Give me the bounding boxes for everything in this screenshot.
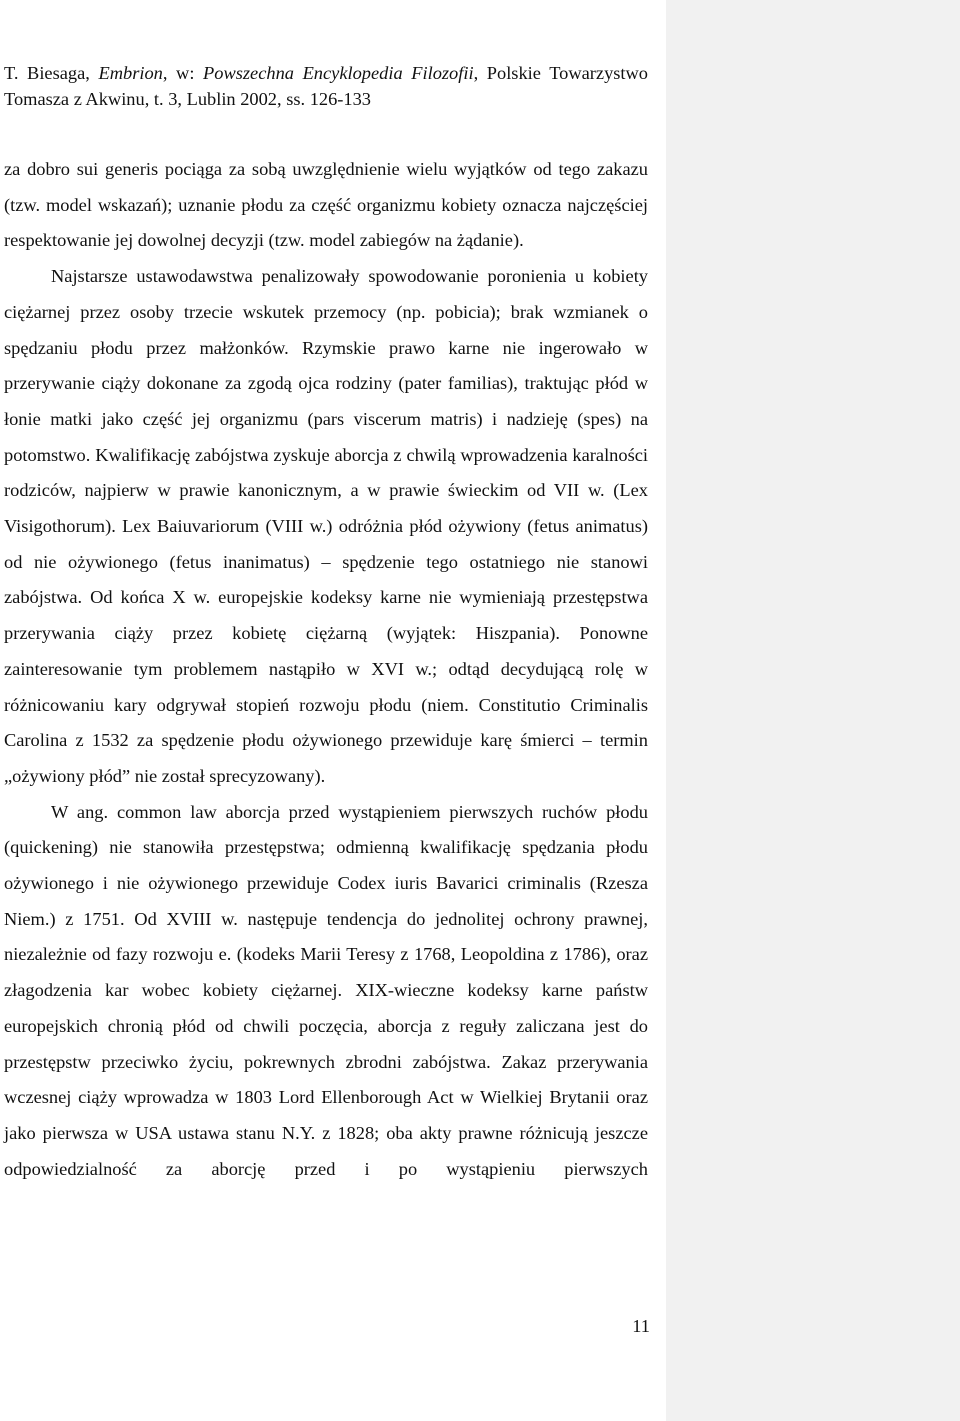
citation-source: Powszechna Encyklopedia Filozofii (203, 63, 474, 83)
citation-separator: , w: (162, 63, 204, 83)
paragraph-1: za dobro sui generis pociąga za sobą uwzględnienie wielu wyjątków od tego zakazu (tzw. model wskazań); uznanie płodu za część organizmu kobiety oznacza najczęściej respektowanie jej dowolnej decyzji (tzw. model zabiegów na żądanie). (4, 159, 648, 251)
page-number: 11 (632, 1316, 650, 1336)
citation-title: Embrion (98, 63, 163, 83)
citation-publisher: , Polskie Towarzystwo Tomasza z Akwinu, t. 3, Lublin 2002, ss. 126-133 (4, 63, 649, 109)
body-text (4, 152, 648, 1187)
citation-author: T. Biesaga, (4, 63, 99, 83)
comment-margin-pane (666, 0, 960, 1421)
citation-header (4, 60, 648, 112)
paragraph-2: Najstarsze ustawodawstwa penalizowały spowodowanie poronienia u kobiety ciężarnej przez osoby trzecie wskutek przemocy (np. pobicia); brak wzmianek o spędzaniu płodu przez małżonków. Rzymskie prawo karne nie ingerowało w przerywanie ciąży dokonane za zgodą ojca rodziny (pater familias), traktując płód w łonie matki jako część jej organizmu (pars viscerum matris) i nadzieję (spes) na potomstwo. Kwalifikację zabójstwa zyskuje aborcja z chwilą wprowadzenia karalności rodziców, najpierw w prawie kanonicznym, a w prawie świeckim od VII w. (Lex Visigothorum). Lex Baiuvariorum (VIII w.) odróżnia płód ożywiony (fetus animatus) od nie ożywionego (fetus inanimatus) – spędzenie tego ostatniego nie stanowi zabójstwa. Od końca X w. europejskie kodeksy karne nie wymieniają przestępstwa przerywania ciąży przez kobietę ciężarną (wyjątek: Hiszpania). Ponowne zainteresowanie tym problemem nastąpiło w XVI w.; odtąd decydującą rolę w różnicowaniu kary odgrywał stopień rozwoju płodu (niem. Constitutio Criminalis Carolina z 1532 za spędzenie płodu ożywionego przewiduje karę śmierci – termin „ożywiony płód” nie został sprecyzowany). (4, 266, 648, 786)
paragraph-3: W ang. common law aborcja przed wystąpieniem pierwszych ruchów płodu (quickening) nie stanowiła przestępstwa; odmienną kwalifikację spędzania płodu ożywionego i nie ożywionego przewiduje Codex iuris Bavarici criminalis (Rzesza Niem.) z 1751. Od XVIII w. następuje tendencja do jednolitej ochrony prawnej, niezależnie od fazy rozwoju e. (kodeks Marii Teresy z 1768, Leopoldina z 1786), oraz złagodzenia kar wobec kobiety ciężarnej. XIX-wieczne kodeksy karne państw europejskich chronią płód od chwili poczęcia, aborcja z reguły zaliczana jest do przestępstw przeciwko życiu, pokrewnych zbrodni zabójstwa. Zakaz przerywania wczesnej ciąży wprowadza w 1803 Lord Ellenborough Act w Wielkiej Brytanii oraz jako pierwsza w USA ustawa stanu N.Y. z 1828; oba akty prawne różnicują jeszcze odpowiedzialność za aborcję przed i po wystąpieniu pierwszych (4, 801, 648, 1179)
